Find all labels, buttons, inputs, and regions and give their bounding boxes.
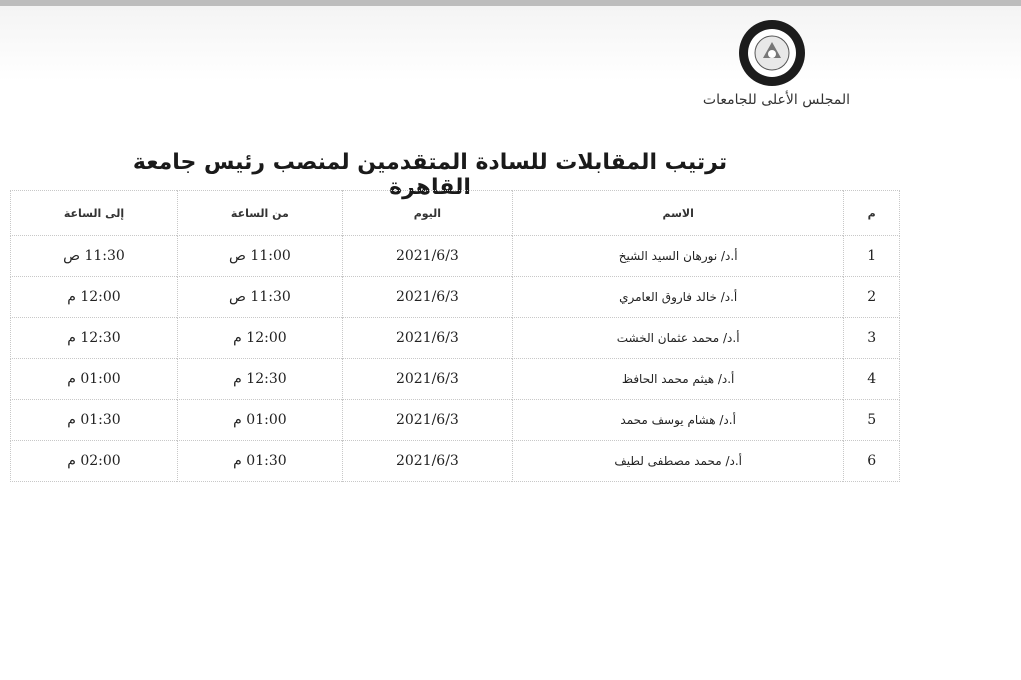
row-name: أ.د/ محمد عثمان الخشت	[512, 318, 843, 359]
row-day: 2021/6/3	[342, 277, 512, 318]
row-name: أ.د/ محمد مصطفى لطيف	[512, 441, 843, 482]
row-day: 2021/6/3	[342, 400, 512, 441]
row-from: 12:00 م	[177, 318, 342, 359]
row-to: 02:00 م	[11, 441, 178, 482]
row-num: 2	[844, 277, 900, 318]
scan-edge	[0, 0, 1021, 6]
row-from: 12:30 م	[177, 359, 342, 400]
council-name: المجلس الأعلى للجامعات	[702, 92, 850, 108]
header-name: الاسم	[512, 191, 843, 236]
row-name: أ.د/ نورهان السيد الشيخ	[512, 236, 843, 277]
row-num: 6	[844, 441, 900, 482]
row-day: 2021/6/3	[342, 318, 512, 359]
table-row	[11, 236, 900, 277]
header-to: إلى الساعة	[11, 191, 178, 236]
row-name: أ.د/ خالد فاروق العامري	[512, 277, 843, 318]
table-row	[11, 400, 900, 441]
row-from: 01:30 م	[177, 441, 342, 482]
table-header-row	[11, 191, 900, 236]
row-num: 3	[844, 318, 900, 359]
row-from: 11:00 ص	[177, 236, 342, 277]
row-from: 11:30 ص	[177, 277, 342, 318]
council-logo-icon	[737, 18, 807, 88]
row-num: 4	[844, 359, 900, 400]
row-day: 2021/6/3	[342, 236, 512, 277]
table-row	[11, 318, 900, 359]
row-name: أ.د/ هيثم محمد الحافظ	[512, 359, 843, 400]
row-num: 5	[844, 400, 900, 441]
row-num: 1	[844, 236, 900, 277]
header-num: م	[844, 191, 900, 236]
row-to: 01:00 م	[11, 359, 178, 400]
row-to: 01:30 م	[11, 400, 178, 441]
interview-schedule-table	[10, 190, 900, 482]
header-from: من الساعة	[177, 191, 342, 236]
row-day: 2021/6/3	[342, 441, 512, 482]
table-row	[11, 441, 900, 482]
row-day: 2021/6/3	[342, 359, 512, 400]
document-title: ترتيب المقابلات للسادة المتقدمين لمنصب رئيس جامعة القاهرة	[132, 150, 728, 200]
row-from: 01:00 م	[177, 400, 342, 441]
header-day: اليوم	[342, 191, 512, 236]
row-to: 12:30 م	[11, 318, 178, 359]
row-to: 11:30 ص	[11, 236, 178, 277]
row-to: 12:00 م	[11, 277, 178, 318]
row-name: أ.د/ هشام يوسف محمد	[512, 400, 843, 441]
table-row	[11, 277, 900, 318]
table-row	[11, 359, 900, 400]
